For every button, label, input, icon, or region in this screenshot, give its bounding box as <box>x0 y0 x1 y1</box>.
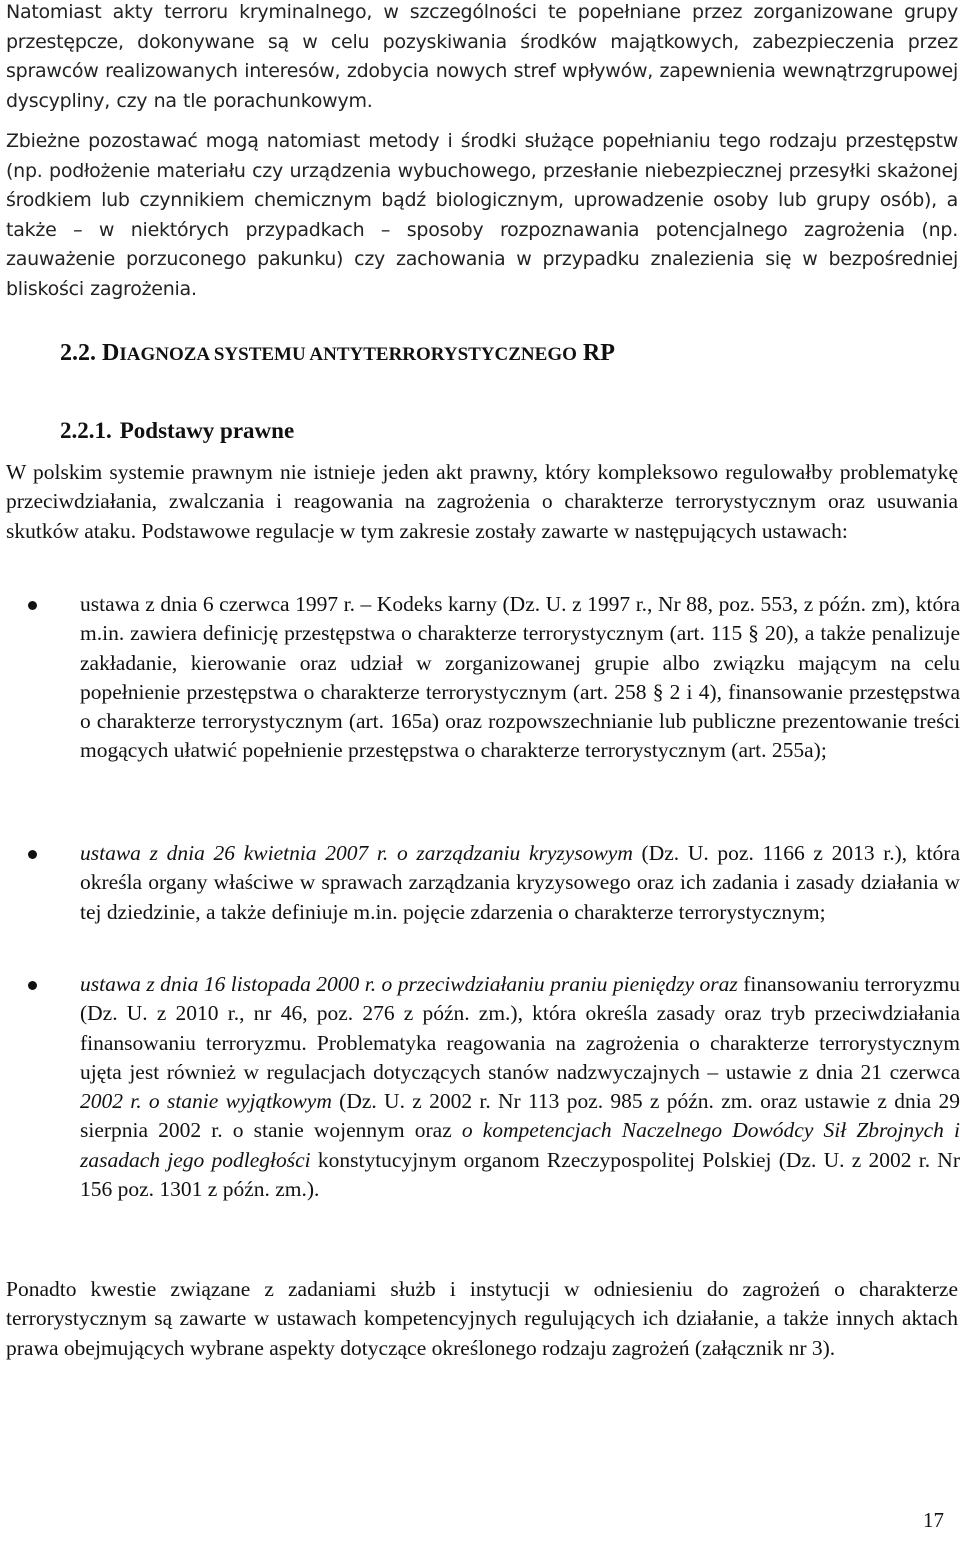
bullet-icon <box>28 981 37 990</box>
section-heading <box>60 340 615 367</box>
list-item: ustawa z dnia 16 listopada 2000 r. o przeciwdziałaniu praniu pieniędzy oraz finansowaniu terroryzmu (Dz. U. z 2010 r., nr 46, poz. 276 z późn. zm.), która określa zasady oraz tryb przeciwdziałania finansowaniu terroryzmu. Problematyka reagowania na zagrożenia o charakterze terrorystycznym ujęta jest również w regulacjach dotyczących stanów nadzwyczajnych – ustawie z dnia 21 czerwca 2002 r. o stanie wyjątkowym (Dz. U. z 2002 r. Nr 113 poz. 985 z późn. zm. oraz ustawie z dnia 29 sierpnia 2002 r. o stanie wojennym oraz o kompetencjach Naczelnego Dowódcy Sił Zbrojnych i zasadach jego podległości konstytucyjnym organom Rzeczypospolitej Polskiej (Dz. U. z 2002 r. Nr 156 poz. 1301 z późn. zm.). <box>80 970 960 1204</box>
paragraph-common-methods: Zbieżne pozostawać mogą natomiast metody i środki służące popełnianiu tego rodzaju przestępstw (np. podłożenie materiału czy urządzenia wybuchowego, przesłanie niebezpiecznej przesyłki skażonej środkiem lub czynnikiem chemicznym bądź biologicznym, uprowadzenie osoby lub grupy osób), a także – w niektórych przypadkach – sposoby rozpoznawania potencjalnego zagrożenia (np. zauważenie porzuconego pakunku) czy zachowania w przypadku znalezienia się w bezpośredniej bliskości zagrożenia. <box>6 130 958 300</box>
section-number: 2.2. <box>60 340 96 366</box>
subsection-number: 2.2.1. <box>60 418 112 443</box>
act-title: ustawa z dnia 16 listopada 2000 r. o przeciwdziałaniu praniu pieniędzy oraz <box>80 972 738 996</box>
list-item: ustawa z dnia 26 kwietnia 2007 r. o zarządzaniu kryzysowym (Dz. U. poz. 1166 z 2013 r.), która określa organy właściwe w sprawach zarządzania kryzysowego oraz ich zadania i zasady działania w tej dziedzinie, a także definiuje m.in. pojęcie zdarzenia o charakterze terrorystycznym; <box>80 839 960 927</box>
subsection-title: Podstawy prawne <box>119 418 295 443</box>
paragraph-legal-basis: W polskim systemie prawnym nie istnieje jeden akt prawny, który kompleksowo regulowałby problematykę przeciwdziałania, zwalczania i reagowania na zagrożenia o charakterze terrorystycznym oraz usuwania skutków ataku. Podstawowe regulacje w tym zakresie zostały zawarte w następujących ustawach: <box>6 460 958 543</box>
section-title: DIAGNOZA SYSTEMU ANTYTERRORYSTYCZNEGO RP <box>102 340 615 366</box>
bullet-icon <box>28 601 37 610</box>
paragraph-competence-acts: Ponadto kwestie związane z zadaniami służb i instytucji w odniesieniu do zagrożeń o charakterze terrorystycznym są zawarte w ustawach kompetencyjnych regulujących ich działanie, a także innych aktach prawa obejmujących wybrane aspekty dotyczące określonego rodzaju zagrożeń (załącznik nr 3). <box>6 1277 958 1360</box>
page-number: 17 <box>923 1508 944 1532</box>
paragraph-criminal-terror: Natomiast akty terroru kryminalnego, w szczególności te popełniane przez zorganizowane grupy przestępcze, dokonywane są w celu pozyskiwania środków majątkowych, zabezpieczenia przez sprawców realizowanych interesów, zdobycia nowych stref wpływów, zapewnienia wewnątrzgrupowej dyscypliny, czy na tle porachunkowym. <box>6 1 958 112</box>
act-title: ustawa z dnia 6 czerwca 1997 r. – Kodeks karny <box>80 592 497 616</box>
bullet-icon <box>28 850 37 859</box>
act-title: ustawa z dnia 26 kwietnia 2007 r. o zarządzaniu kryzysowym <box>80 841 633 865</box>
subsection-heading <box>60 418 294 444</box>
list-item: ustawa z dnia 6 czerwca 1997 r. – Kodeks karny (Dz. U. z 1997 r., Nr 88, poz. 553, z późn. zm), która m.in. zawiera definicję przestępstwa o charakterze terrorystycznym (art. 115 § 20), a także penalizuje zakładanie, kierowanie oraz udział w zorganizowanej grupie albo związku mającym na celu popełnienie przestępstwa o charakterze terrorystycznym (art. 258 § 2 i 4), finansowanie przestępstwa o charakterze terrorystycznym (art. 165a) oraz rozpowszechnianie lub publiczne prezentowanie treści mogących ułatwić popełnienie przestępstwa o charakterze terrorystycznym (art. 255a); <box>80 590 960 766</box>
